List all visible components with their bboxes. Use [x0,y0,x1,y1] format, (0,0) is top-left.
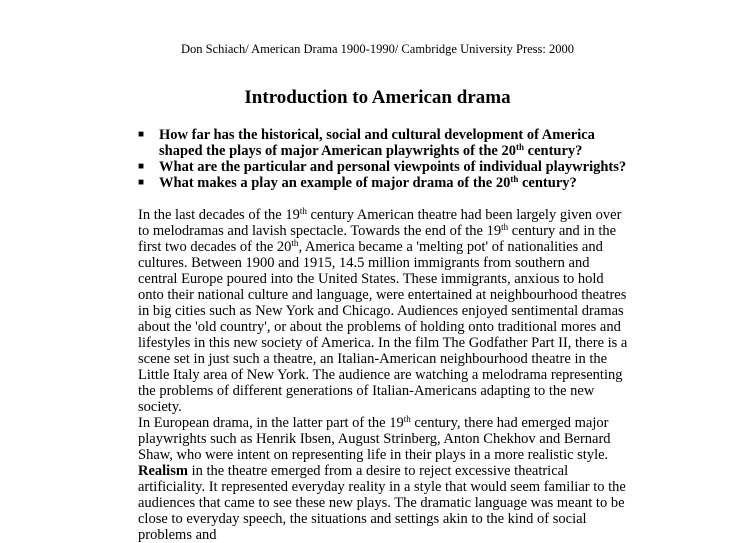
paragraph-text: in the theatre emerged from a desire to reject excessive theatrical artificiality. It represented everyday reality in a style that would seem familiar to the audiences that came to see these new plays. The dramatic language was meant to be close to everyday speech, the situations and settings akin to the kind of social problems and [138,463,626,543]
question-text: century? [524,143,583,159]
paragraph-text: century American theatre had been largely given over to melodramas and lavish spectacle. Towards the end of the 19 [138,207,622,239]
list-item [138,127,638,159]
superscript: th [299,206,307,216]
paragraph-2 [138,415,628,543]
question-text: How far has the historical, social and cultural development of America shaped the plays of major American playwrights of the 20 [159,127,595,159]
superscript: th [516,142,525,152]
paragraph-text: century, there had emerged major playwrights such as Henrik Ibsen, August Strinberg, Anton Chekhov and Bernard Shaw, who were intent on representing life in their plays in a more realistic style. [138,415,611,463]
paragraph-text: , America became a 'melting pot' of nationalities and cultures. Between 1900 and 1915, 14.5 million immigrants from southern and central Europe poured into the United States. These immigrants, anxious to hold onto their national culture and language, were entertained at neighbourhood theatres in big cities such as New York and Chicago. Audiences enjoyed sentimental dramas about the 'old country', or about the problems of holding onto traditional mores and lifestyles in this new society of America. In the film The Godfather Part II, there is a scene set in just such a theatre, an Italian-American neighbourhood theatre in the Little Italy area of New York. The audience are watching a melodrama representing the problems of different generations of Italian-Americans adapting to the new society. [138,239,628,415]
list-item [138,175,638,191]
page-title: Introduction to American drama [244,87,511,108]
bold-term-realism: Realism [138,463,188,479]
paragraph-text: century and in the first two decades of the 20 [138,223,617,255]
bullet-square-icon: ■ [138,161,145,172]
superscript: th [403,414,411,424]
superscript: th [501,222,509,232]
paragraph-1 [138,207,628,415]
paragraph-text: In European drama, in the latter part of the 19 [138,415,404,431]
superscript: th [291,238,299,248]
list-item [138,159,638,175]
citation-header: Don Schiach/ American Drama 1900-1990/ Cambridge University Press: 2000 [181,42,574,56]
bullet-square-icon: ■ [138,177,145,188]
question-text: What makes a play an example of major drama of the 20 [159,175,511,191]
superscript: th [510,174,519,184]
question-text: century? [518,175,577,191]
question-list [138,127,638,191]
question-text: What are the particular and personal viewpoints of individual playwrights? [159,159,627,175]
paragraph-text: In the last decades of the 19 [138,207,300,223]
bullet-square-icon: ■ [138,129,145,140]
